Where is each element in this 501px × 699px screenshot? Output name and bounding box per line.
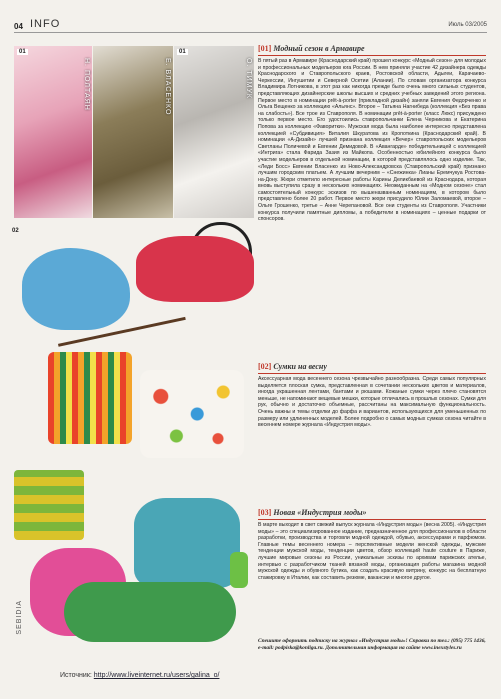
green-bag-image — [64, 582, 236, 642]
section-heading-1: [01] Модный сезон в Армавире — [258, 44, 365, 53]
fringe-bag-image — [48, 352, 132, 444]
photo-number: 01 — [19, 49, 26, 55]
photo-number: 01 — [179, 49, 186, 55]
model-photo-2 — [93, 46, 173, 218]
designer-name: О. ТИМУК — [245, 58, 252, 99]
polka-dot-bag-image — [140, 370, 244, 458]
designer-name: Н. ПОЛТАЯН — [83, 58, 90, 111]
bags-label: 02 — [12, 228, 19, 234]
section-text-2: Аксессуарная мода весеннего сезона чрезвычайно разнообразна. Среди самых популярных выделяется плоская сумка, представленная в сочетании нескольких цветов и материалов, иногда украшенная лентами, бантами и рюшами. Кожаные сумки через плечо становятся меньше, не напоминают вещевые мешки, которые отличались в прошлых сезонах. Сумки для рук, обычно и достаточно объемные, рассчитаны на максимальную функциональность. Очень важны и темы отделки до фарфа и вариантов, использующихся для уменьшенных по размеру или удлиненных моделей. Более подробно о самых модных сумках сезона читайте в весеннем номере журнала «Индустрия моды». — [258, 376, 486, 429]
page-number: 04 — [14, 22, 23, 31]
subscription-note: Спешите оформить подписку на журнал «Индустрия моды»! Справки по тел.: (095) 775 1436, e-mail: podpiska@konliga.ru. Дополнительная информация на сайте www.inexstyles.ru — [258, 638, 486, 651]
section-text-3: В марте выходит в свет свежий выпуск журнала «Индустрия моды» (весна 2005). «Индустрия моды» – это специализированное издание, предназначенное для профессионалов в области разработки, производства и торговли модной одеждой, обувью, аксессуарами и парфюмом. Главные темы весеннего номера – перспективные модели женской одежды, мужские тенденции мужской моды, тенденции цветов, обзор коллекций haute couture в Париже, лучшие мировые сезоны из России, уникальные эскизы по архивам парижских ателье, интервью с разработчиком тканей вязаной моды, организация работы магазина модной мужской одежды и обувного бутика, как создать красивую витрину, конкурс на бесплатную стажировку в Италии, как составить резюме, вакансии и многое другое. — [258, 522, 486, 581]
section-rule-3 — [258, 519, 486, 520]
lime-bag-image — [230, 552, 248, 588]
model-photo-3 — [174, 46, 254, 218]
teal-bag-image — [134, 498, 240, 588]
header-divider — [14, 32, 487, 33]
photo-watermark: SEBIDIA — [16, 600, 23, 635]
yellow-green-bag-image — [14, 470, 84, 540]
section-rule-2 — [258, 373, 486, 374]
section-title: INFO — [30, 18, 61, 30]
section-heading-2: [02] Сумки на весну — [258, 362, 327, 371]
model-photo-1 — [14, 46, 92, 218]
blue-bag-image — [22, 248, 130, 330]
red-bag-image — [136, 236, 254, 302]
source-link[interactable]: http://www.liveinternet.ru/users/galina_o/ — [93, 672, 220, 679]
magazine-issue: Июль 03/2005 — [448, 22, 487, 28]
section-text-1: В пятый раз в Армавире (Краснодарский край) прошел конкурс «Модный сезон» для молодых и профессиональных модельеров юга России. В нем приняли участие 42 дизайнера одежды Краснодарского и Ставропольского краев, Ростовской области, Адыгеи, Карачаево-Черкессии, Ингушетии и Северной Осетии (Алании). По словам организатора конкурса Владимира Лотникова, в этот раз как никогда прежде было очень много сильных студентов, представляющих дизайнерские школы высших и средних учебных заведений этого региона. Первое место в номинации prêt-à-porter (прикладной дизайн) заняли Евгения Федорченко и Ольга Вещенко за коллекцию «Альянс». Второе – Татьяна Нагнибеда (коллекция «Без права на слабость»). Все трое из Ставрополя. В номинации prêt-à-porter (класс Люкс) присуждено только первое место. Его удостоились ставропольчанки Елена Черникова и Екатерина Попова за коллекцию «Фаворитки». Мужская мода была наиболее интересно представлена коллекцией «Субдивиция» Виталия Шкуратова из Кропоткина (Краснодарский край). В номинации «А-Дизайн» лучшей признана коллекция «Вечер» ставропольских модельеров Светланы Поличевой и Евгении Демидовой. В «Авангарде» победительницей с коллекцией «Интрига» стала Фарида Зазия из Майкопа. Особенностью юбилейного конкурса было участие модельеров в отдельной номинации, в которой представлялось одно изделие. Так, «Леди Босс» Евгении Власенко из Ново-Александровска (Ставропольский край) признано лучшим городским платьем. А лучшим вечерним – «Снежинка» Лианы Еремчукуа Ростова-на-Дону. Жюри отметило интересные работы Карины Деликбаевой из Краснодара, которая вновь выступила сразу в нескольких номинациях. Неожиданным на «Модном сезоне» стал самостоятельный конкурс эскизов по вышеназванным номинациям, в котором было представлено более 20 работ. Первое место жюри присудило Юлии Заломаевой, второе – Ольге Грошенко, третье – Анне Черепановой. Все они студенты из Ставрополя. Участники конкурса получили памятные дипломы, а победители в номинациях – ценные подарки от спонсоров. — [258, 58, 486, 223]
source-credit: Источник: http://www.liveinternet.ru/users/galina_o/ — [60, 672, 220, 679]
section-heading-3: [03] Новая «Индустрия моды» — [258, 508, 367, 517]
designer-name: Е. ВЛАСЕНКО — [164, 58, 171, 116]
section-rule-1 — [258, 55, 486, 56]
